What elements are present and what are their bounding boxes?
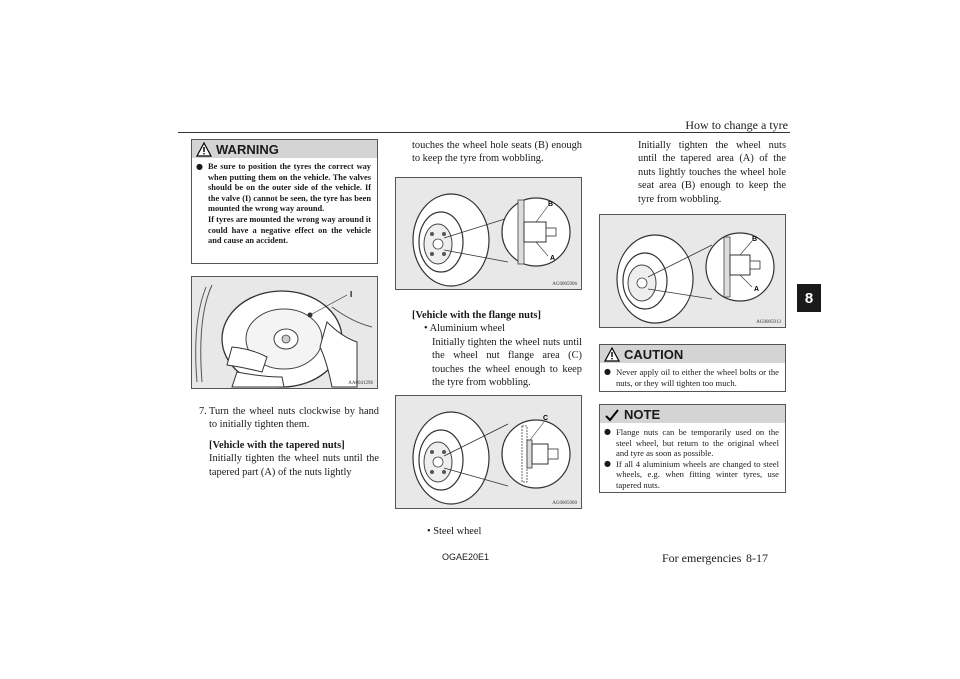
step-number: 7.	[199, 406, 207, 417]
figure-steel-wheel-nut	[599, 214, 786, 328]
caution-item	[600, 367, 779, 388]
figure-tyre-mounting	[191, 276, 378, 389]
caution-header	[600, 345, 785, 363]
label-b: B	[548, 201, 554, 208]
warning-triangle-icon	[196, 142, 212, 157]
pencil-note-icon	[604, 407, 620, 422]
warning-item	[192, 162, 371, 247]
figure-tapered-nut	[395, 177, 582, 290]
bullet-icon: ●	[604, 367, 611, 376]
caution-triangle-icon	[604, 347, 620, 362]
footer-section: For emergencies	[662, 551, 742, 565]
aluminium-label: • Aluminium wheel	[424, 323, 505, 335]
header-rule	[178, 132, 790, 133]
bullet-icon: ●	[604, 427, 611, 436]
note-item-text: Flange nuts can be temporarily used on the steel wheel, but return to the original wheel and tyre as soon as possible.	[616, 427, 779, 458]
figure-id: AG0005913	[756, 320, 781, 325]
tapered-heading: [Vehicle with the tapered nuts]	[209, 440, 345, 451]
figure-flange-nut	[395, 395, 582, 509]
note-item	[600, 427, 779, 459]
note-box	[599, 404, 786, 493]
page-number: 8-17	[746, 551, 768, 565]
figure-id: AG0005906	[552, 282, 577, 287]
figure-id: AA0041296	[348, 381, 373, 386]
continuation-text: touches the wheel hole seats (B) enough to keep the tyre from wobbling.	[412, 140, 582, 165]
warning-item-text: Be sure to position the tyres the correct way when putting them on the vehicle. The valves should be on the outer side of the vehicle. If the valve (I) cannot be seen, the tyre has been mounted the wrong way around. If tyres are mounted the wrong way around it could have a negative effect on the vehicle and cause an accident.	[208, 162, 371, 246]
steel-wheel-label: • Steel wheel	[427, 526, 482, 537]
note-heading: NOTE	[624, 406, 661, 422]
tapered-nuts-section	[209, 439, 379, 479]
document-code: OGAE20E1	[442, 552, 490, 562]
flange-nut-illustration	[396, 396, 581, 508]
note-item	[600, 459, 779, 491]
aluminium-text: Initially tighten the wheel nuts until the wheel nut flange area (C) touches the wheel enough to keep the tyre from wobbling.	[432, 336, 582, 389]
steel-wheel-nut-illustration	[600, 215, 785, 327]
label-a: A	[754, 286, 760, 293]
step-7	[199, 405, 379, 432]
caution-box	[599, 344, 786, 392]
note-item-text: If all 4 aluminium wheels are changed to steel wheels, e.g. when fitting winter tyres, use tapered nuts.	[616, 458, 779, 490]
flange-nuts-section	[412, 309, 582, 389]
steel-wheel-text: Initially tighten the wheel nuts until the tapered area (A) of the nuts lightly touches the wheel hole seat area (B) enough to keep the tyre from wobbling.	[638, 140, 786, 205]
figure-id: AG0005900	[552, 501, 577, 506]
tapered-text: Initially tighten the wheel nuts until the tapered part (A) of the nuts lightly	[209, 453, 379, 478]
step-7-text: Turn the wheel nuts clockwise by hand to initially tighten them.	[209, 406, 379, 431]
bullet-icon: ●	[196, 162, 203, 171]
caution-heading: CAUTION	[624, 346, 684, 362]
tapered-nut-illustration	[396, 178, 581, 289]
note-header	[600, 405, 785, 423]
page-header-title: How to change a tyre	[685, 118, 788, 132]
label-c: C	[543, 415, 549, 422]
label-a: A	[550, 255, 556, 262]
bullet-icon: ●	[604, 458, 611, 468]
tyre-mounting-illustration	[192, 277, 377, 388]
caution-item-text: Never apply oil to either the wheel bolts or the nuts, or they will tighten too much.	[616, 367, 779, 388]
warning-heading: WARNING	[216, 141, 279, 157]
chapter-tab: 8	[797, 284, 821, 312]
label-i: I	[350, 290, 353, 299]
flange-heading: [Vehicle with the flange nuts]	[412, 310, 541, 321]
label-b: B	[752, 236, 758, 243]
warning-header	[192, 140, 377, 158]
warning-box	[191, 139, 378, 264]
